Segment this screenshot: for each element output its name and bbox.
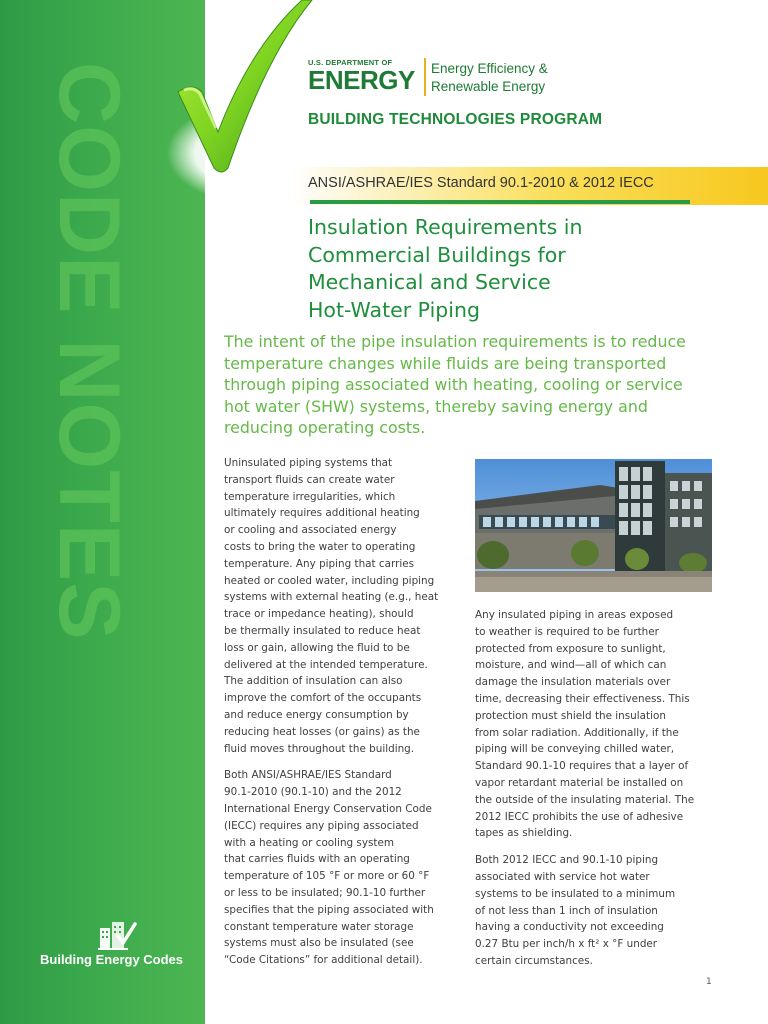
text-line: delivered at the intended temperature. [224,658,428,671]
text-line: specifies that the piping associated with [224,903,434,916]
building-energy-codes-logo [40,916,200,976]
title-line: Mechanical and Service [308,270,551,294]
text-line: systems must also be insulated (see [224,937,414,950]
text-line: temperature of 105 °F or more or 60 °F [224,870,430,883]
text-line: systems with external heating (e.g., heat [224,591,439,604]
text-line: or cooling and associated energy [224,524,397,537]
text-line: improve the comfort of the occupants [224,692,422,705]
text-line: loss or gain, allowing the fluid to be [224,641,410,654]
text-line: protected from exposure to sunlight, [475,642,666,655]
text-line: reducing heat losses (or gains) as the [224,725,420,738]
text-line: piping will be conveying chilled water, [475,743,675,756]
text-line: be thermally insulated to reduce heat [224,624,421,637]
text-line: systems to be insulated to a minimum [475,887,676,900]
left-paragraph-2 [224,767,459,969]
intro-line: temperature changes while fluids are being transported [224,353,667,373]
text-line: 2012 IECC prohibits the use of adhesive [475,810,684,823]
right-paragraph-1 [475,607,715,842]
text-line: International Energy Conservation Code [224,802,432,815]
text-line: Standard 90.1-10 requires that a layer of [475,760,689,773]
text-line: 90.1-2010 (90.1-10) and the 2012 [224,786,402,799]
eere-label [431,60,548,96]
standard-band-underline [310,200,690,204]
intro-paragraph [224,331,744,439]
standard-band-label: ANSI/ASHRAE/IES Standard 90.1-2010 & 2012 IECC [308,175,654,191]
right-column [475,607,715,980]
text-line: temperature irregularities, which [224,490,396,503]
text-line: trace or impedance heating), should [224,608,414,621]
text-line: of not less than 1 inch of insulation [475,904,658,917]
text-line: Any insulated piping in areas exposed [475,609,674,621]
title-line: Insulation Requirements in [308,215,583,239]
text-line: vapor retardant material be installed on [475,776,684,789]
document-title [308,214,748,324]
vertical-title [41,62,137,782]
text-line: with a heating or cooling system [224,836,394,849]
eere-line-2: Renewable Energy [431,79,546,94]
text-line: Both 2012 IECC and 90.1-10 piping [475,854,659,867]
text-line: that carries fluids with an operating [224,853,410,866]
intro-line: hot water (SHW) systems, thereby saving energy and [224,396,648,416]
text-line: heated or cooled water, including piping [224,574,435,587]
doe-department-label: U.S. DEPARTMENT OF [308,58,393,67]
text-line: tapes as shielding. [475,827,573,840]
checkmark-icon [170,0,320,175]
text-line: to weather is required to be further [475,625,659,638]
building-energy-codes-label: Building Energy Codes [40,952,184,967]
text-line: 0.27 Btu per inch/h x ft² x °F under [475,938,658,951]
text-line: “Code Citations” for additional detail). [224,954,423,967]
text-line: Uninsulated piping systems that [224,457,393,469]
intro-line: reducing operating costs. [224,418,426,437]
title-line: Hot-Water Piping [308,297,480,322]
intro-line: The intent of the pipe insulation requirements is to reduce [224,332,686,351]
intro-line: through piping associated with heating, cooling or service [224,375,683,394]
logo-divider [424,58,426,96]
text-line: from solar radiation. Additionally, if the [475,726,679,739]
text-line: Both ANSI/ASHRAE/IES Standard [224,769,392,782]
text-line: time, decreasing their effectiveness. This [475,692,690,705]
text-line: costs to bring the water to operating [224,540,416,553]
text-line: or less to be insulated; 90.1-10 further [224,886,426,899]
text-line: fluid moves throughout the building. [224,742,415,755]
text-line: (IECC) requires any piping associated [224,819,419,832]
building-photo [475,459,712,592]
right-paragraph-2 [475,852,715,970]
title-line: Commercial Buildings for [308,242,566,267]
page-number: 1 [706,977,712,987]
text-line: the outside of the insulating material. The [475,793,695,806]
text-line: ultimately requires additional heating [224,507,420,520]
left-column [224,455,459,979]
text-line: transport fluids can create water [224,473,395,486]
left-paragraph-1 [224,455,459,757]
text-line: and reduce energy consumption by [224,708,409,721]
eere-line-1: Energy Efficiency & [431,61,548,76]
text-line: temperature. Any piping that carries [224,557,415,570]
text-line: constant temperature water storage [224,920,414,933]
text-line: associated with service hot water [475,870,650,883]
text-line: having a conductivity not exceeding [475,921,664,934]
text-line: certain circumstances. [475,954,593,967]
vertical-title-text: CODE NOTES [41,62,137,641]
program-heading: BUILDING TECHNOLOGIES PROGRAM [308,111,603,128]
text-line: moisture, and wind—all of which can [475,659,667,672]
text-line: damage the insulation materials over [475,676,671,689]
text-line: The addition of insulation can also [224,675,403,688]
text-line: protection must shield the insulation [475,709,666,722]
building-check-icon [98,916,138,952]
doe-energy-wordmark: ENERGY [308,65,415,95]
